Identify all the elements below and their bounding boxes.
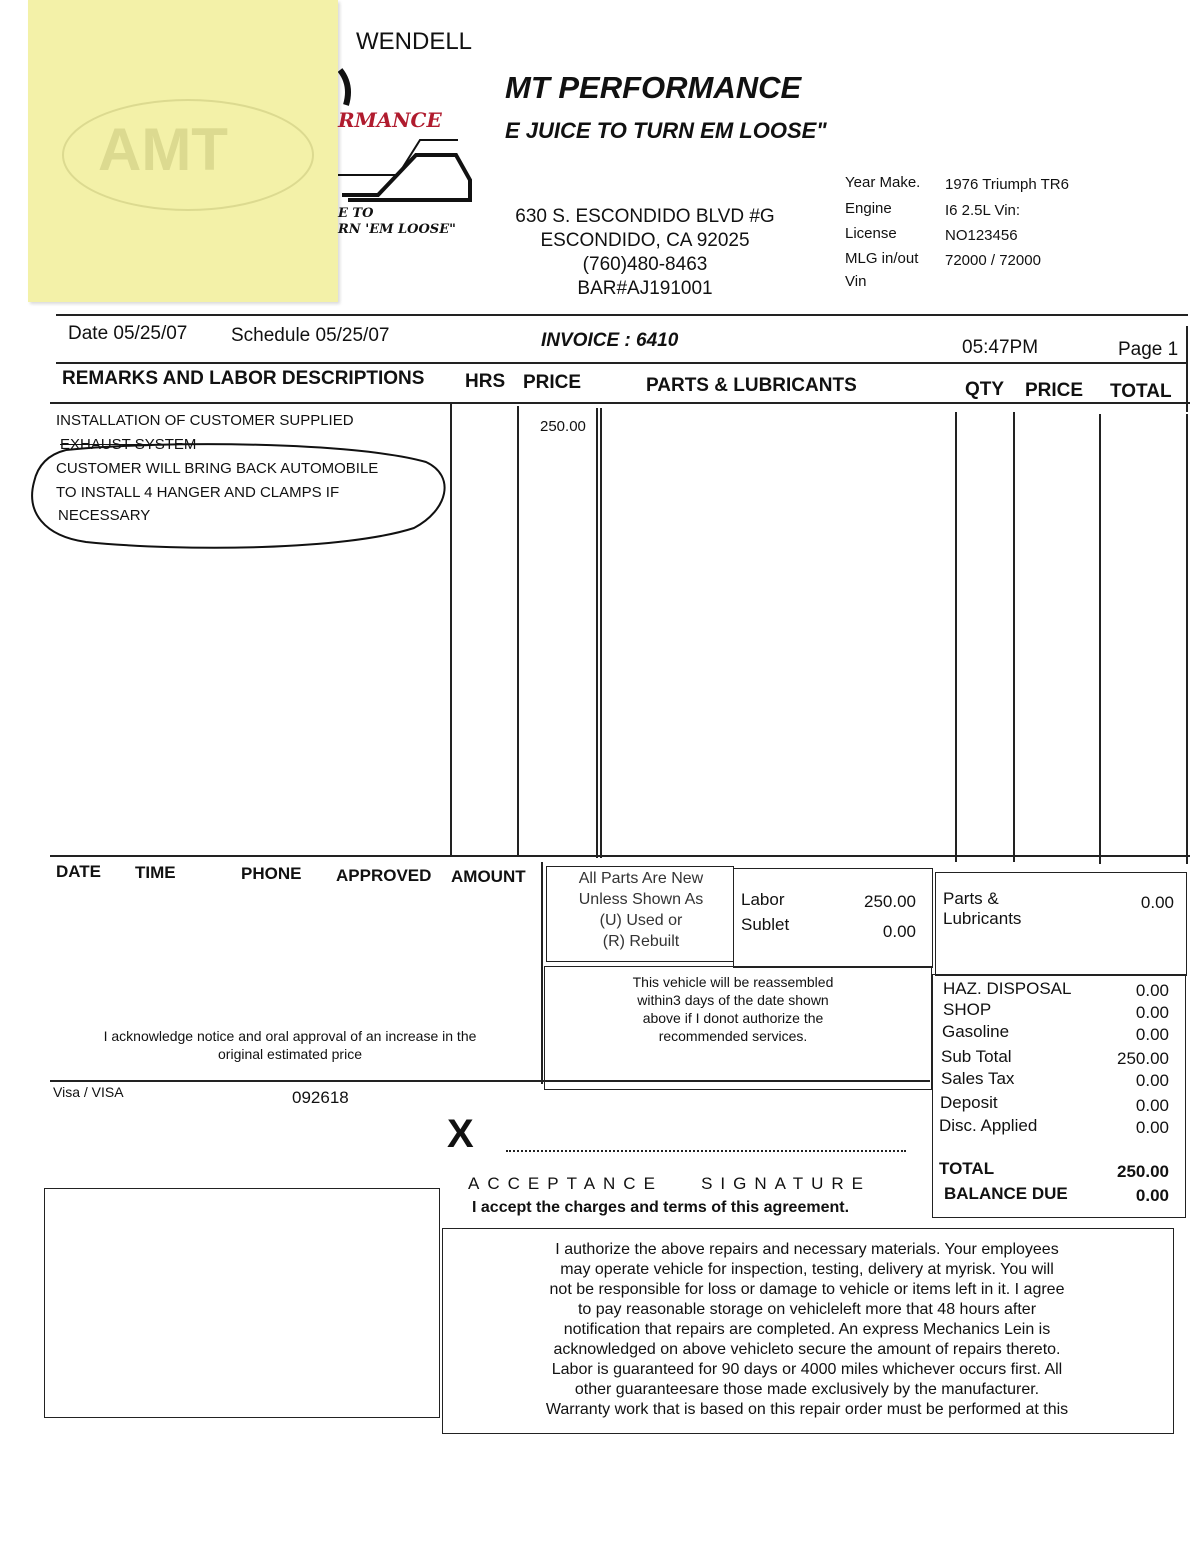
col-price2: PRICE bbox=[1025, 380, 1084, 401]
col-price: PRICE bbox=[523, 372, 582, 393]
signature-line[interactable] bbox=[506, 1150, 906, 1152]
remark-line: CUSTOMER WILL BRING BACK AUTOMOBILE bbox=[56, 460, 379, 477]
terms-line: I authorize the above repairs and necessary materials. Your employees bbox=[555, 1241, 1059, 1258]
payment-ref: 092618 bbox=[292, 1088, 349, 1107]
divider bbox=[600, 408, 602, 858]
shop-logo-icon bbox=[338, 60, 478, 210]
remark-line: NECESSARY bbox=[58, 507, 151, 524]
balance-due-value: 0.00 bbox=[1135, 1186, 1169, 1205]
address-line2: ESCONDIDO, CA 92025 bbox=[540, 230, 750, 251]
terms-line: may operate vehicle for inspection, testing, delivery at myrisk. You will bbox=[560, 1261, 1054, 1278]
totals-value: 0.00 bbox=[1135, 1003, 1169, 1022]
acknowledge-line2: original estimated price bbox=[218, 1046, 362, 1062]
divider bbox=[1186, 414, 1188, 864]
sublet-label: Sublet bbox=[741, 915, 790, 934]
bar-number: BAR#AJ191001 bbox=[577, 278, 713, 299]
totals-label: SHOP bbox=[943, 1000, 992, 1019]
terms-line: Warranty work that is based on this repair order must be performed at this bbox=[545, 1401, 1069, 1418]
reassembly-line2: within3 days of the date shown bbox=[637, 992, 829, 1008]
totals-value: 0.00 bbox=[1135, 981, 1169, 1000]
parts-note-line1: All Parts Are New bbox=[578, 870, 704, 887]
terms-line: to pay reasonable storage on vehicleleft more that 48 hours after bbox=[577, 1301, 1037, 1318]
col-hrs: HRS bbox=[465, 371, 506, 392]
divider bbox=[50, 855, 1190, 857]
parts-total-value: 0.00 bbox=[1140, 893, 1174, 912]
col-remarks: REMARKS AND LABOR DESCRIPTIONS bbox=[62, 368, 425, 389]
invoice-number: INVOICE : 6410 bbox=[541, 330, 679, 351]
svg-text:AMT: AMT bbox=[98, 116, 228, 183]
signature-subtitle: I accept the charges and terms of this agreement. bbox=[472, 1199, 850, 1216]
terms-line: Labor is guaranteed for 90 days or 4000 miles whichever occurs first. All bbox=[551, 1361, 1063, 1378]
totals-label: Deposit bbox=[940, 1093, 998, 1112]
engine-value: I6 2.5L Vin: bbox=[945, 202, 1021, 219]
approval-date-head: DATE bbox=[56, 862, 102, 881]
shop-phone: (760)480-8463 bbox=[582, 254, 708, 275]
blank-stamp-box bbox=[44, 1188, 440, 1418]
divider bbox=[596, 408, 598, 858]
col-qty: QTY bbox=[965, 379, 1005, 400]
shop-address bbox=[500, 205, 790, 301]
mileage-value: 72000 / 72000 bbox=[945, 252, 1041, 269]
schedule-date: Schedule 05/25/07 bbox=[231, 325, 390, 346]
parts-note bbox=[548, 868, 734, 952]
totals-label: Disc. Applied bbox=[939, 1116, 1038, 1135]
remark-line: INSTALLATION OF CUSTOMER SUPPLIED bbox=[56, 412, 354, 429]
faded-logo-icon bbox=[58, 95, 318, 215]
license-label: License bbox=[845, 225, 897, 242]
parts-note-line4: (R) Rebuilt bbox=[602, 933, 680, 950]
logo-tagline-line1: E TO bbox=[338, 206, 374, 221]
remark-line: EXHAUST SYSTEM bbox=[60, 436, 197, 453]
reassembly-note bbox=[548, 973, 918, 1045]
signature-x-mark: X bbox=[447, 1112, 474, 1156]
totals-value: 0.00 bbox=[1135, 1096, 1169, 1115]
license-value: NO123456 bbox=[945, 227, 1018, 244]
page-number: Page 1 bbox=[1118, 339, 1179, 360]
parts-label-line2: Lubricants bbox=[943, 909, 1022, 928]
grand-total-value: 250.00 bbox=[1117, 1162, 1169, 1181]
logo-tagline bbox=[338, 206, 456, 238]
address-line1: 630 S. ESCONDIDO BLVD #G bbox=[515, 206, 775, 227]
parts-total-label bbox=[943, 889, 1021, 929]
reassembly-line3: above if I donot authorize the bbox=[642, 1010, 824, 1026]
terms-line: not be responsible for loss or damage to vehicle or items left in it. I agree bbox=[549, 1281, 1065, 1298]
acknowledge-notice bbox=[60, 1027, 520, 1063]
labor-line-price: 250.00 bbox=[540, 418, 586, 435]
reassembly-line4: recommended services. bbox=[658, 1028, 808, 1044]
approval-approved-head: APPROVED bbox=[336, 866, 432, 885]
grand-total-label: TOTAL bbox=[939, 1159, 995, 1178]
totals-label: Sales Tax bbox=[941, 1069, 1015, 1088]
shop-slogan: E JUICE TO TURN EM LOOSE" bbox=[505, 118, 827, 143]
terms-line: acknowledged on above vehicleto secure the amount of repairs thereto. bbox=[553, 1341, 1061, 1358]
divider bbox=[1099, 414, 1101, 864]
divider bbox=[56, 314, 1188, 316]
totals-label: HAZ. DISPOSAL bbox=[943, 979, 1072, 998]
totals-value: 0.00 bbox=[1135, 1118, 1169, 1137]
remark-line: TO INSTALL 4 HANGER AND CLAMPS IF bbox=[56, 484, 340, 501]
parts-note-line2: Unless Shown As bbox=[578, 891, 704, 908]
year-make-value: 1976 Triumph TR6 bbox=[945, 176, 1069, 193]
approval-time-head: TIME bbox=[135, 863, 176, 882]
totals-value: 0.00 bbox=[1135, 1025, 1169, 1044]
labor-label: Labor bbox=[741, 890, 785, 909]
customer-name: WENDELL bbox=[356, 28, 473, 55]
divider bbox=[517, 406, 519, 856]
approval-amount-head: AMOUNT bbox=[451, 867, 526, 886]
payment-method: Visa / VISA bbox=[53, 1084, 124, 1100]
terms-text bbox=[452, 1240, 1162, 1420]
vin-label: Vin bbox=[845, 273, 867, 290]
labor-value: 250.00 bbox=[864, 892, 916, 911]
sticky-note bbox=[28, 0, 338, 302]
totals-value: 0.00 bbox=[1135, 1071, 1169, 1090]
totals-label: Gasoline bbox=[942, 1022, 1010, 1041]
engine-label: Engine bbox=[845, 200, 892, 217]
sublet-value: 0.00 bbox=[882, 922, 916, 941]
divider bbox=[1013, 412, 1015, 862]
approval-phone-head: PHONE bbox=[241, 864, 302, 883]
divider bbox=[56, 362, 1188, 364]
shop-name: MT PERFORMANCE bbox=[505, 70, 802, 105]
signature-title: ACCEPTANCE SIGNATURE bbox=[468, 1174, 872, 1193]
totals-label: Sub Total bbox=[941, 1047, 1012, 1066]
terms-line: other guaranteesare those made exclusively by the manufacturer. bbox=[574, 1381, 1040, 1398]
totals-value: 250.00 bbox=[1117, 1049, 1169, 1068]
divider bbox=[50, 402, 1190, 404]
parts-note-line3: (U) Used or bbox=[599, 912, 683, 929]
divider bbox=[541, 862, 543, 1084]
balance-due-label: BALANCE DUE bbox=[944, 1184, 1068, 1203]
year-make-label: Year Make. bbox=[845, 174, 921, 191]
reassembly-line1: This vehicle will be reassembled bbox=[632, 974, 834, 990]
invoice-date: Date 05/25/07 bbox=[68, 323, 188, 344]
col-total: TOTAL bbox=[1110, 381, 1172, 402]
logo-tagline-line2: RN 'EM LOOSE" bbox=[338, 222, 456, 237]
handwritten-circle-icon bbox=[26, 438, 452, 554]
logo-wordmark: RMANCE bbox=[338, 108, 442, 132]
divider bbox=[955, 412, 957, 862]
parts-label-line1: Parts & bbox=[943, 889, 999, 908]
mileage-label: MLG in/out bbox=[845, 250, 919, 267]
acknowledge-line1: I acknowledge notice and oral approval of an increase in the bbox=[103, 1028, 477, 1044]
divider bbox=[1186, 326, 1188, 412]
col-parts: PARTS & LUBRICANTS bbox=[646, 375, 857, 396]
terms-line: notification that repairs are completed. An express Mechanics Lein is bbox=[563, 1321, 1051, 1338]
invoice-time: 05:47PM bbox=[962, 337, 1039, 358]
